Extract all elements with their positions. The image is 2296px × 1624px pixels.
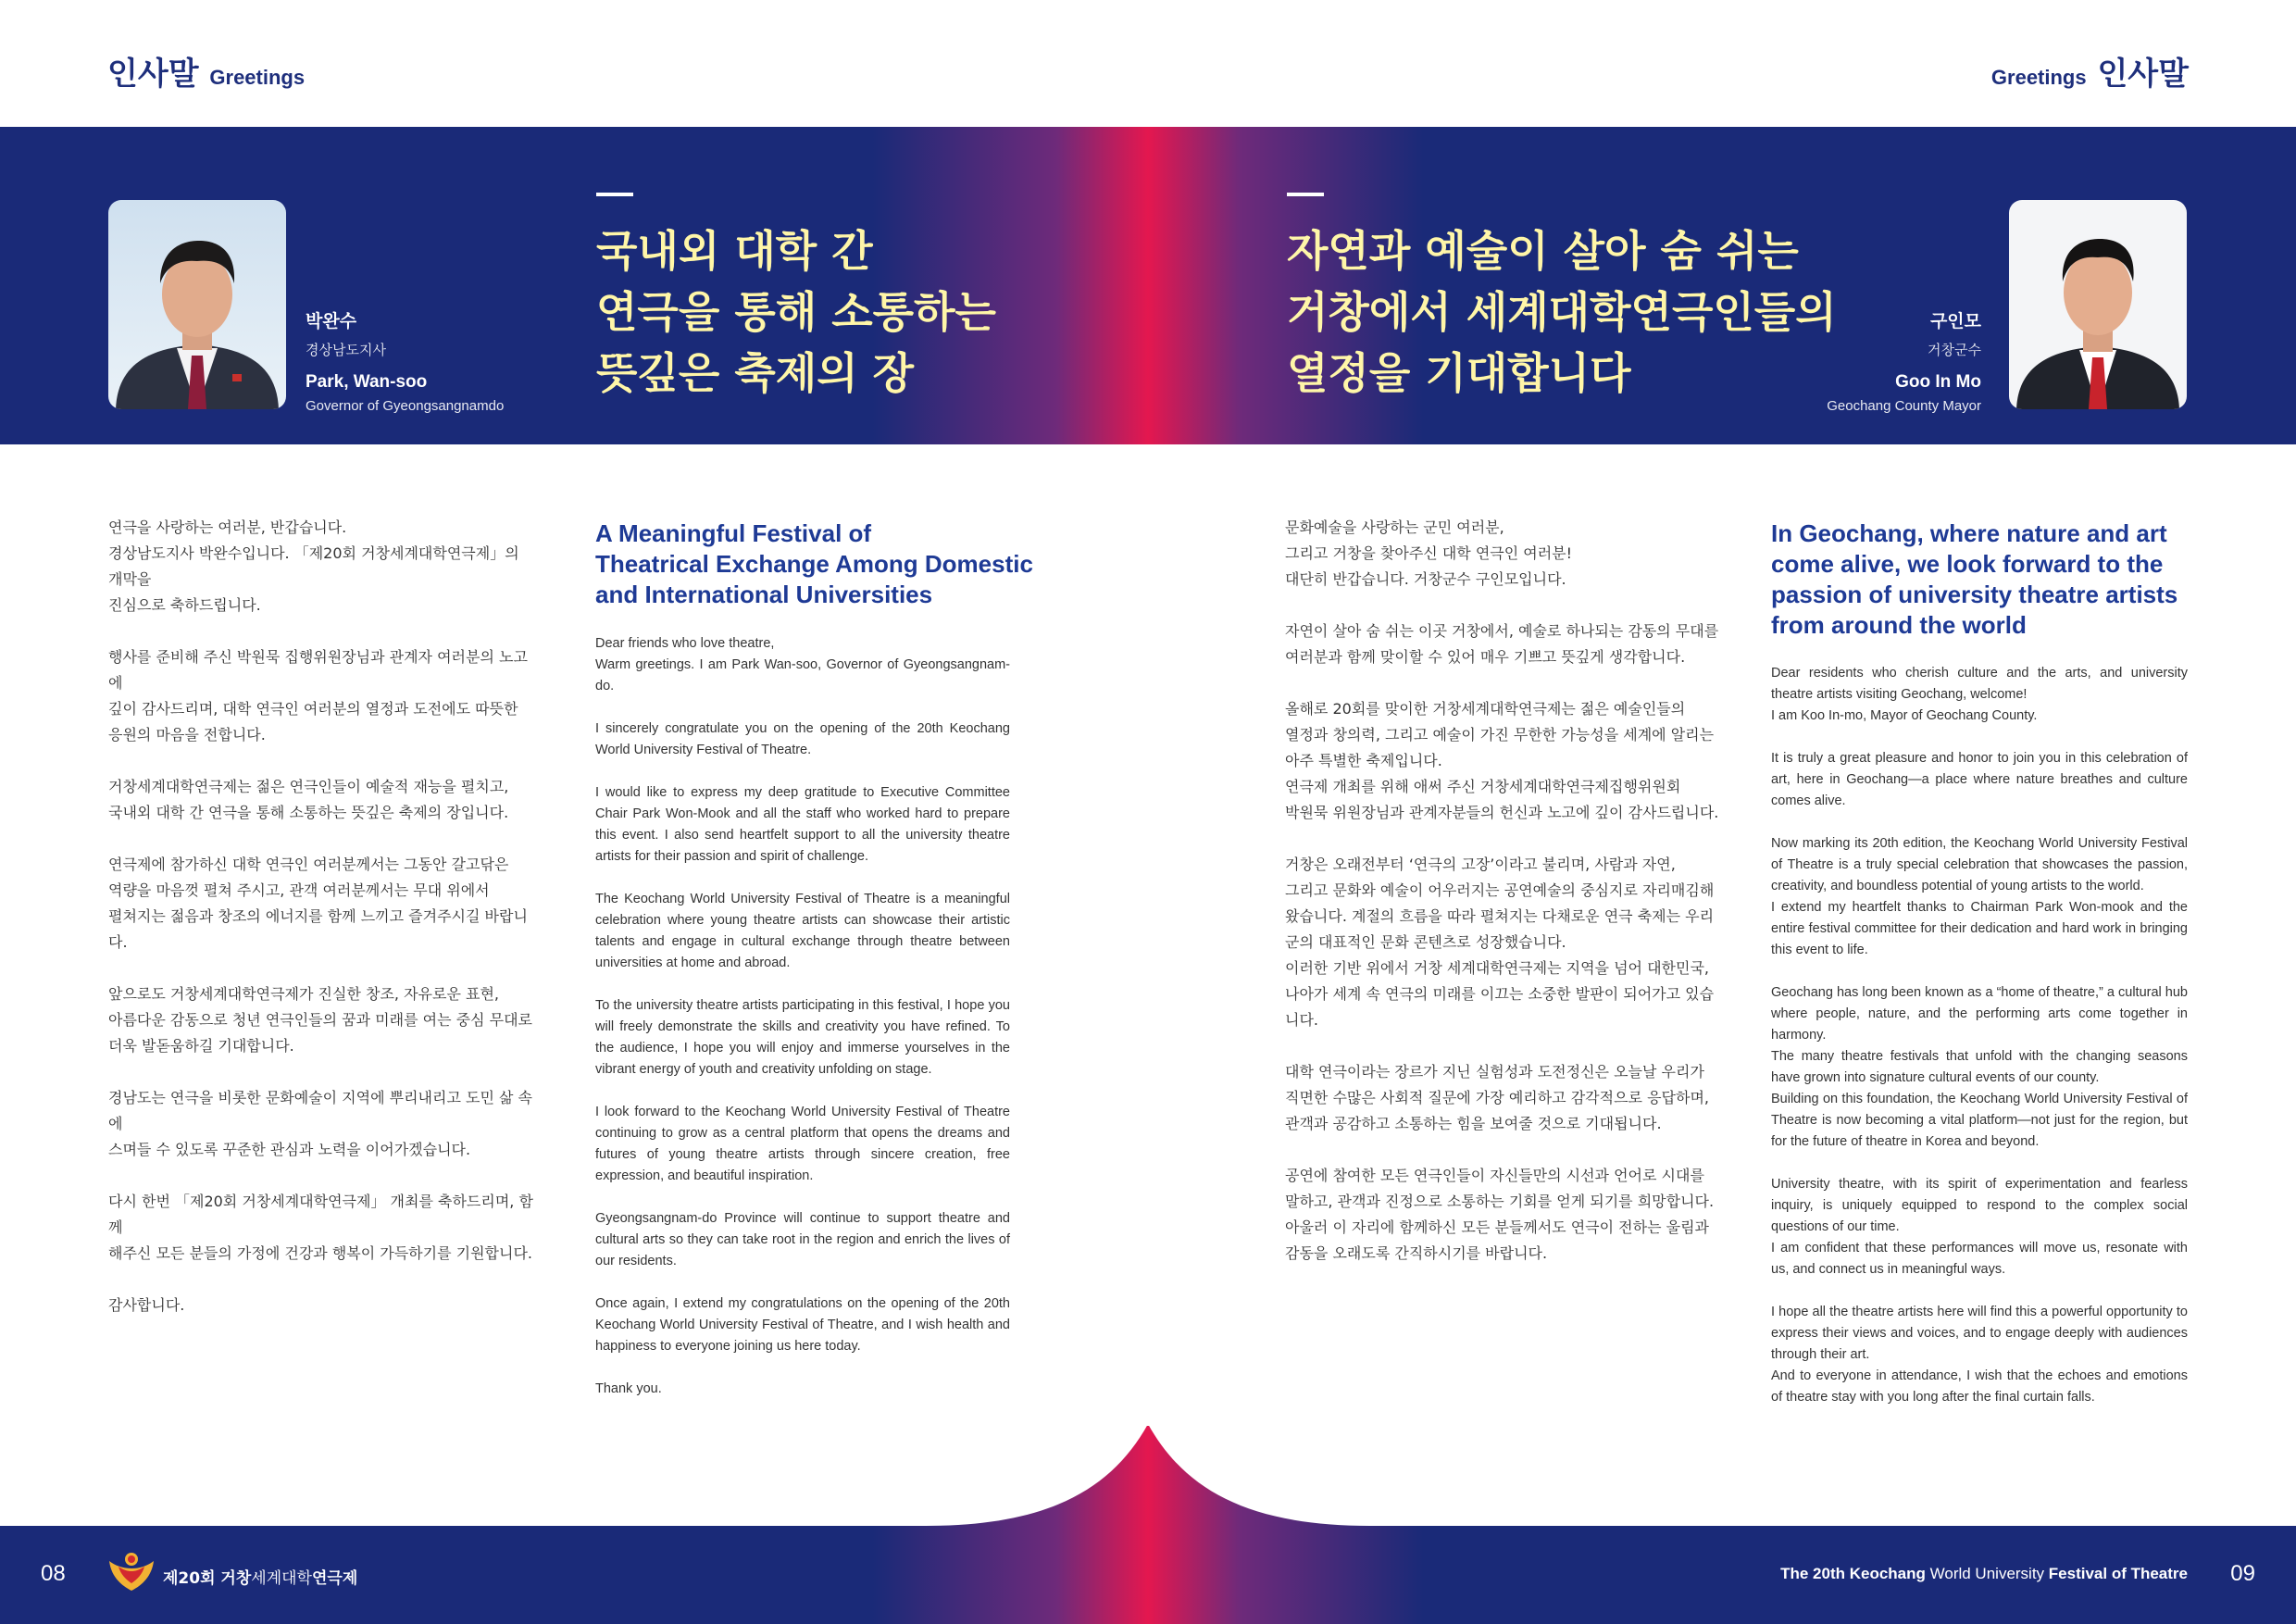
left-page-number: 08 bbox=[41, 1561, 66, 1586]
left-headline-line: 연극을 통해 소통하는 bbox=[596, 287, 996, 337]
festival-en-part1: The 20th Keochang bbox=[1780, 1565, 1930, 1582]
right-english-paragraph: It is truly a great pleasure and honor to join you in this celebration of art, here in Geochang—a place where nature breathes and culture comes alive. bbox=[1771, 751, 2188, 808]
right-person-info bbox=[1827, 307, 1981, 414]
left-english-title-line: A Meaningful Festival of bbox=[595, 519, 872, 547]
right-english-title-line: passion of university theatre artists bbox=[1771, 581, 2178, 608]
right-english-paragraph: Dear residents who cherish culture and the arts, and university theatre artists visiting Geochang, welcome! I am Koo In-mo, Mayor of Geochang County. bbox=[1771, 666, 2188, 723]
festival-en-part3: Festival of Theatre bbox=[2048, 1565, 2188, 1582]
left-headline-line: 뜻깊은 축제의 장 bbox=[596, 348, 915, 398]
right-english-title-line: from around the world bbox=[1771, 611, 2027, 639]
festival-name-english bbox=[1780, 1565, 2188, 1583]
left-english-paragraph: To the university theatre artists participating in this festival, I hope you will freely demonstrate the skills and creativity you have refined. To the audience, I hope you will enjoy and immerse yourselves in the vibrant energy of youth and creativity unfolding on stage. bbox=[595, 998, 1010, 1077]
festival-en-part2: World University bbox=[1929, 1565, 2049, 1582]
right-headline-line: 자연과 예술이 살아 숨 쉬는 bbox=[1287, 226, 1799, 276]
left-korean-paragraph: 경남도는 연극을 비롯한 문화예술이 지역에 뿌리내리고 도민 삶 속에 스며들 수 있도록 꾸준한 관심과 노력을 이어가겠습니다. bbox=[108, 1089, 533, 1158]
left-english-title bbox=[595, 518, 1033, 610]
right-headline-line: 열정을 기대합니다 bbox=[1287, 348, 1631, 398]
festival-kr-part1: 제20회 거창 bbox=[163, 1569, 252, 1588]
left-person-title-en: Governor of Gyeongsangnamdo bbox=[306, 398, 505, 414]
right-korean-paragraph: 문화예술을 사랑하는 군민 여러분, 그리고 거창을 찾아주신 대학 연극인 여러분! 대단히 반갑습니다. 거창군수 구인모입니다. bbox=[1285, 518, 1573, 588]
left-english-paragraph: Dear friends who love theatre, Warm greetings. I am Park Wan-soo, Governor of Gyeongsangnam-do. bbox=[595, 636, 1010, 693]
left-korean-paragraph: 감사합니다. bbox=[108, 1296, 185, 1314]
left-english-paragraph: I would like to express my deep gratitude to Executive Committee Chair Park Won-Mook and all the staff who worked hard to prepare this event. I also send heartfelt support to all the university theatre artists for their passion and spirit of challenge. bbox=[595, 785, 1010, 864]
header-right-korean: 인사말 bbox=[2097, 56, 2189, 93]
left-korean-paragraph: 앞으로도 거창세계대학연극제가 진실한 창조, 자유로운 표현, 아름다운 감동으로 청년 연극인들의 꿈과 미래를 여는 중심 무대로 더욱 발돋움하길 기대합니다. bbox=[108, 985, 533, 1055]
header-right bbox=[1991, 48, 2189, 94]
right-english-paragraph: Geochang has long been known as a “home of theatre,” a cultural hub where people, nature, and the performing arts come together in harmony. The many theatre festivals that unfold with the changing seasons have grown into signature cultural events of our county. Building on this foundation, the Keochang World University Festival of Theatre is now becoming a vital platform—not just for the region, but for the future of theatre in Korea and beyond. bbox=[1771, 985, 2188, 1149]
festival-emblem-icon bbox=[107, 1550, 156, 1593]
left-headline bbox=[596, 220, 996, 404]
portrait-park-wan-soo bbox=[108, 200, 286, 409]
right-headline bbox=[1287, 220, 1837, 404]
right-page-number: 09 bbox=[2230, 1561, 2255, 1586]
right-korean-paragraph: 공연에 참여한 모든 연극인들이 자신들만의 시선과 언어로 시대를 말하고, 관객과 진정으로 소통하는 기회를 얻게 되기를 희망합니다. 아울러 이 자리에 함께하신 모든 분들께서도 연극이 전하는 울림과 감동을 오래도록 간직하시기를 바랍니다. bbox=[1285, 1167, 1715, 1262]
header-right-english: Greetings bbox=[1990, 66, 2087, 89]
right-english-title-line: In Geochang, where nature and art bbox=[1771, 519, 2167, 547]
right-person-title-en: Geochang County Mayor bbox=[1827, 398, 1981, 414]
left-korean-paragraph: 연극제에 참가하신 대학 연극인 여러분께서는 그동안 갈고닦은 역량을 마음껏 펼쳐 주시고, 관객 여러분께서는 무대 위에서 펼쳐지는 젊음과 창조의 에너지를 함께 느끼고 즐겨주시길 바랍니다. bbox=[108, 856, 528, 951]
right-person-title-kr: 거창군수 bbox=[1928, 342, 1981, 358]
right-korean-paragraph: 거창은 오래전부터 ‘연극의 고장’이라고 불리며, 사람과 자연, 그리고 문화와 예술이 어우러지는 공연예술의 중심지로 자리매김해 왔습니다. 계절의 흐름을 따라 펼쳐지는 다채로운 연극 축제는 우리 군의 대표적인 문화 콘텐츠로 성장했습니다. 이러한 기반 위에서 거창 세계대학연극제는 지역을 넘어 대한민국, 나아가 세계 속 연극의 미래를 이끄는 소중한 발판이 되어가고 있습 니다. bbox=[1285, 856, 1715, 1029]
right-headline-line: 거창에서 세계대학연극인들의 bbox=[1287, 287, 1837, 337]
left-korean-paragraph: 거창세계대학연극제는 젊은 연극인들이 예술적 재능을 펼치고, 국내외 대학 간 연극을 통해 소통하는 뜻깊은 축제의 장입니다. bbox=[108, 778, 509, 821]
left-english-title-line: Theatrical Exchange Among Domestic bbox=[595, 550, 1033, 578]
left-person-name-kr: 박완수 bbox=[306, 311, 357, 331]
right-english-body bbox=[1771, 663, 2188, 1408]
left-headline-line: 국내외 대학 간 bbox=[596, 226, 873, 276]
left-korean-paragraph: 다시 한번 「제20회 거창세계대학연극제」 개최를 축하드리며, 함께 해주신 모든 분들의 가정에 건강과 행복이 가득하기를 기원합니다. bbox=[108, 1193, 533, 1262]
left-headline-dash bbox=[596, 193, 633, 196]
right-english-paragraph: University theatre, with its spirit of experimentation and fearless inquiry, is uniquely equipped to respond to the complex social questions of our time. I am confident that these performances will move us, resonate with us, and connect us in meaningful ways. bbox=[1771, 1177, 2188, 1277]
left-english-paragraph: Thank you. bbox=[595, 1381, 662, 1396]
right-headline-dash bbox=[1287, 193, 1324, 196]
right-english-title-line: come alive, we look forward to the bbox=[1771, 550, 2164, 578]
left-english-body bbox=[595, 633, 1010, 1400]
left-english-paragraph: I sincerely congratulate you on the opening of the 20th Keochang World University Festival of Theatre. bbox=[595, 721, 1010, 757]
left-korean-paragraph: 행사를 준비해 주신 박원묵 집행위원장님과 관계자 여러분의 노고에 깊이 감사드리며, 대학 연극인 여러분의 열정과 도전에도 따뜻한 응원의 마음을 전합니다. bbox=[108, 648, 528, 743]
portrait-goo-in-mo bbox=[2009, 200, 2187, 409]
right-korean-paragraph: 올해로 20회를 맞이한 거창세계대학연극제는 젊은 예술인들의 열정과 창의력, 그리고 예술이 가진 무한한 가능성을 세계에 알리는 아주 특별한 축제입니다. 연극제 개최를 위해 애써 주신 거창세계대학연극제집행위원회 박원묵 위원장님과 관계자분들의 헌신과 노고에 깊이 감사드립니다. bbox=[1285, 700, 1719, 821]
header-left bbox=[107, 48, 305, 94]
right-korean-paragraph: 자연이 살아 숨 쉬는 이곳 거창에서, 예술로 하나되는 감동의 무대를 여러분과 함께 맞이할 수 있어 매우 기쁘고 뜻깊게 생각합니다. bbox=[1285, 622, 1719, 666]
right-korean-paragraph: 대학 연극이라는 장르가 지닌 실험성과 도전정신은 오늘날 우리가 직면한 수많은 사회적 질문에 가장 예리하고 감각적으로 응답하며, 관객과 공감하고 소통하는 힘을 보여줄 것으로 기대됩니다. bbox=[1285, 1063, 1710, 1132]
left-english-title-line: and International Universities bbox=[595, 581, 933, 608]
left-korean-paragraph: 연극을 사랑하는 여러분, 반갑습니다. 경상남도지사 박완수입니다. 「제20회 거창세계대학연극제」의 개막을 진심으로 축하드립니다. bbox=[108, 518, 519, 614]
header-left-korean: 인사말 bbox=[107, 56, 199, 93]
header-left-english: Greetings bbox=[209, 66, 306, 89]
festival-name-korean bbox=[163, 1565, 357, 1588]
right-person-name-kr: 구인모 bbox=[1929, 311, 1981, 331]
left-person-name-en: Park, Wan-soo bbox=[306, 372, 428, 392]
festival-kr-part3: 연극제 bbox=[311, 1569, 358, 1588]
right-person-name-en: Goo In Mo bbox=[1895, 372, 1981, 392]
left-english-paragraph: I look forward to the Keochang World University Festival of Theatre continuing to grow as a central platform that opens the dreams and futures of young theatre artists through sincere creation, free expression, and beautiful inspiration. bbox=[595, 1105, 1010, 1183]
right-korean-body bbox=[1285, 515, 1720, 1267]
left-english-paragraph: Once again, I extend my congratulations on the opening of the 20th Keochang World University Festival of Theatre, and I wish health and happiness to everyone joining us here today. bbox=[595, 1296, 1010, 1354]
right-english-paragraph: I hope all the theatre artists here will find this a powerful opportunity to express their views and voices, and to engage deeply with audiences through their art. And to everyone in attendance, I wish that the echoes and emotions of theatre stay with you long after the final curtain falls. bbox=[1771, 1305, 2188, 1405]
left-english-paragraph: Gyeongsangnam-do Province will continue to support theatre and cultural arts so they can take root in the region and enrich the lives of our residents. bbox=[595, 1211, 1010, 1268]
left-person-title-kr: 경상남도지사 bbox=[306, 342, 386, 358]
left-korean-body bbox=[108, 515, 534, 1318]
right-english-paragraph: Now marking its 20th edition, the Keochang World University Festival of Theatre is a truly special celebration that showcases the passion, creativity, and boundless potential of young artists to the world. I extend my heartfelt thanks to Chairman Park Won-mook and the entire festival committee for their dedication and hard work in bringing this event to life. bbox=[1771, 836, 2188, 957]
left-person-info bbox=[306, 307, 504, 414]
right-english-title bbox=[1771, 518, 2177, 641]
festival-kr-part2: 세계대학 bbox=[251, 1569, 312, 1588]
left-english-paragraph: The Keochang World University Festival of Theatre is a meaningful celebration where young theatre artists can showcase their artistic talents and engage in cultural exchange through theatre between universities at home and abroad. bbox=[595, 892, 1010, 970]
